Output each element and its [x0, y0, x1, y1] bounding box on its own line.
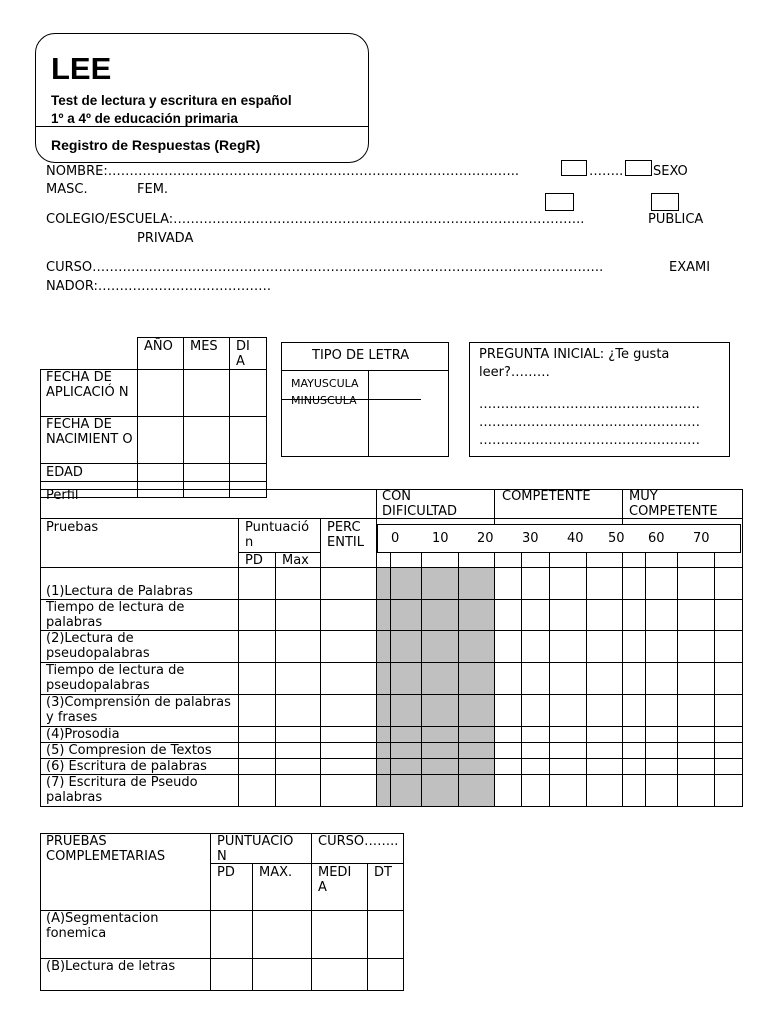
- scale-40: 40: [567, 531, 584, 546]
- comp-row-lectura-letras: (B)Lectura de letras: [46, 959, 176, 974]
- scale-10: 10: [432, 531, 449, 546]
- comp-media-header: MEDI A: [318, 865, 352, 896]
- curso-field[interactable]: CURSO……………………………………………………………………………………………………….: [46, 260, 604, 275]
- test-row-3: (2)Lectura de pseudopalabras: [46, 631, 150, 662]
- col-mes: MES: [190, 339, 218, 354]
- masc-label: MASC.: [46, 182, 88, 197]
- pregunta-line-3[interactable]: ……………………………………………: [479, 433, 700, 448]
- comp-dt-header: DT: [374, 865, 392, 880]
- grade-range: 1º a 4º de educación primaria: [51, 111, 238, 126]
- comp-row-segmentacion: (A)Segmentacion fonemica: [46, 911, 159, 942]
- pd-header: PD: [245, 553, 263, 568]
- scale-70: 70: [693, 531, 710, 546]
- perfil-label: Perfil: [46, 488, 79, 503]
- publica-label: PUBLICA: [648, 212, 704, 227]
- record-title: Registro de Respuestas (RegR): [51, 137, 261, 153]
- colegio-field[interactable]: COLEGIO/ESCUELA:…………………………………………………………………………………..: [46, 212, 585, 227]
- test-row-8: (6) Escritura de palabras: [46, 759, 207, 774]
- pregunta-label: PREGUNTA INICIAL: ¿Te gusta leer?………: [479, 347, 670, 381]
- examinador-label: EXAMI: [669, 260, 711, 275]
- max-header: Max: [282, 553, 309, 568]
- shaded-columns: [376, 568, 494, 806]
- nombre-field[interactable]: NOMBRE:…………………………………………………………………………………..: [46, 164, 519, 179]
- comp-pruebas-header: PRUEBAS COMPLEMETARIAS: [46, 834, 166, 865]
- scale-0: 0: [391, 531, 400, 546]
- test-row-2: Tiempo de lectura de palabras: [46, 600, 185, 631]
- nombre-dots: ……..: [589, 164, 624, 179]
- test-row-4: Tiempo de lectura de pseudopalabras: [46, 663, 185, 694]
- fem-checkbox[interactable]: [625, 160, 652, 176]
- comp-max-header: MAX.: [259, 865, 293, 880]
- level-con-dificultad: CON DIFICULTAD: [382, 489, 458, 520]
- scale-20: 20: [477, 531, 494, 546]
- masc-checkbox[interactable]: [561, 160, 587, 176]
- test-row-5: (3)Comprensión de palabras y frases: [46, 695, 231, 726]
- puntuacion-header: Puntuación: [245, 520, 310, 551]
- pruebas-header: Pruebas: [46, 520, 99, 535]
- level-muy-competente: MUY COMPETENTE: [629, 489, 718, 520]
- privada-checkbox[interactable]: [651, 193, 679, 211]
- comp-curso-header: CURSO……..: [318, 834, 399, 849]
- comp-pd-header: PD: [217, 865, 235, 880]
- row-fecha-aplicacion: FECHA DE APLICACIÓ N: [46, 370, 129, 401]
- percentil-header: PERC ENTIL: [327, 520, 364, 551]
- mayuscula-option[interactable]: MAYUSCULA: [291, 377, 359, 390]
- fem-label: FEM.: [137, 182, 169, 197]
- publica-checkbox[interactable]: [545, 193, 574, 211]
- pregunta-line-2[interactable]: ……………………………………………: [479, 415, 700, 430]
- scale-60: 60: [648, 531, 665, 546]
- scale-50: 50: [608, 531, 625, 546]
- test-row-6: (4)Prosodia: [46, 727, 120, 742]
- row-edad: EDAD: [46, 465, 83, 480]
- minuscula-option[interactable]: MINUSCULA: [291, 394, 357, 407]
- col-dia: DI A: [236, 339, 250, 370]
- pregunta-line-1[interactable]: ……………………………………………: [479, 397, 700, 412]
- privada-label: PRIVADA: [137, 231, 194, 246]
- examinador-field[interactable]: NADOR:………………………………….: [46, 279, 272, 294]
- scale-30: 30: [522, 531, 539, 546]
- test-row-1: (1)Lectura de Palabras: [46, 584, 193, 599]
- test-row-9: (7) Escritura de Pseudo palabras: [46, 775, 198, 806]
- col-ano: AÑO: [144, 339, 173, 354]
- row-fecha-nacimiento: FECHA DE NACIMIENT O: [46, 417, 133, 448]
- tipo-letra-title: TIPO DE LETRA: [312, 348, 410, 363]
- test-title: LEE: [51, 51, 112, 86]
- level-competente: COMPETENTE: [502, 489, 591, 504]
- test-subtitle: Test de lectura y escritura en español: [51, 93, 292, 108]
- test-row-7: (5) Compresion de Textos: [46, 743, 212, 758]
- sexo-label: SEXO: [653, 164, 688, 179]
- comp-puntuacion-header: PUNTUACIO N: [217, 834, 294, 865]
